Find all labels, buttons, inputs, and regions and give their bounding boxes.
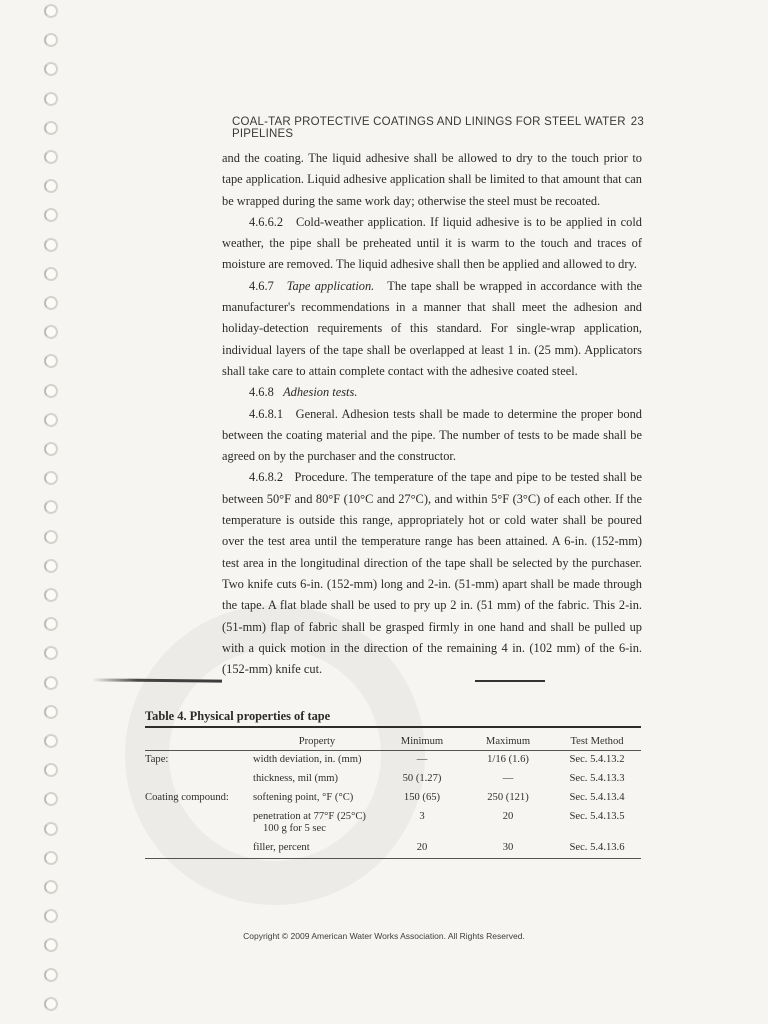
section-number: 4.6.8.1 <box>249 406 284 421</box>
copyright-footer: Copyright © 2009 American Water Works Association. All Rights Reserved. <box>243 931 525 941</box>
row-maximum: 20 <box>502 811 514 822</box>
paragraph-text: General. Adhesion tests shall be made to determine the proper bond between the coating material and the pipe. The number of tests to be made shall be agreed on by the purchaser and the constructor. <box>222 406 643 464</box>
column-header: Property <box>253 727 381 751</box>
binding-hole <box>44 471 58 485</box>
section-heading: Adhesion tests. <box>283 385 358 400</box>
paragraph-4-6-8-2 <box>222 467 642 680</box>
row-group: Tape: <box>145 754 169 765</box>
binding-hole <box>44 588 58 602</box>
binding-hole <box>44 33 58 47</box>
binding-hole <box>44 325 58 339</box>
row-group <box>145 808 253 839</box>
table-row <box>145 789 641 808</box>
binding-hole <box>44 763 58 777</box>
row-test-method: Sec. 5.4.13.2 <box>569 754 625 765</box>
binding-hole <box>44 559 58 573</box>
binding-hole <box>44 384 58 398</box>
horizontal-rule <box>475 680 545 682</box>
binding-hole <box>44 208 58 222</box>
row-minimum: — <box>416 754 428 765</box>
binding-hole <box>44 705 58 719</box>
binding-hole <box>44 179 58 193</box>
spiral-binding <box>38 0 68 1024</box>
binding-hole <box>44 500 58 514</box>
row-group: Coating compound: <box>145 792 229 803</box>
section-number: 4.6.6.2 <box>249 214 284 229</box>
property-label: softening point, °F (°C) <box>253 792 354 803</box>
binding-hole <box>44 880 58 894</box>
row-maximum: — <box>502 773 514 784</box>
column-header: Maximum <box>463 727 553 751</box>
binding-hole <box>44 296 58 310</box>
section-number: 4.6.8 <box>249 385 274 400</box>
paragraph-4-6-7 <box>222 276 642 382</box>
row-property <box>253 789 381 808</box>
row-maximum: 1/16 (1.6) <box>487 754 529 765</box>
binding-hole <box>44 997 58 1011</box>
table-row <box>145 751 641 771</box>
section-number: 4.6.8.2 <box>249 470 284 485</box>
binding-hole <box>44 617 58 631</box>
row-property <box>253 839 381 859</box>
table-title: Table 4. Physical properties of tape <box>145 709 331 723</box>
row-test-method: Sec. 5.4.13.3 <box>569 773 625 784</box>
row-property <box>253 770 381 789</box>
property-label: penetration at 77°F (25°C) <box>253 811 366 822</box>
page-number: 23 <box>630 116 644 128</box>
section-number: 4.6.7 <box>249 278 274 293</box>
table-row <box>145 770 641 789</box>
binding-hole <box>44 238 58 252</box>
table-row <box>145 808 641 839</box>
row-group <box>145 770 253 789</box>
binding-hole <box>44 909 58 923</box>
column-header <box>145 727 253 751</box>
row-test-method: Sec. 5.4.13.6 <box>553 839 641 859</box>
property-label: width deviation, in. (mm) <box>253 754 362 765</box>
binding-hole <box>44 646 58 660</box>
binding-hole <box>44 792 58 806</box>
row-test-method: Sec. 5.4.13.5 <box>569 811 625 822</box>
row-minimum: 3 <box>419 811 425 822</box>
column-header: Minimum <box>381 727 463 751</box>
table-header-row <box>145 727 641 751</box>
row-property <box>253 751 381 771</box>
row-minimum: 50 (1.27) <box>402 773 442 784</box>
paragraph-text: Procedure. The temperature of the tape and pipe to be tested shall be between 50°F and 80°F (10°C and 27°C), and within 5°F (3°C) of each other. If the temperature is outside this range, appropriately hot or cold water shall be poured over the test area until the temperature range has been attained. A 6-in. (152-mm) test area in the longitudinal direction of the tape shall be selected by the purchaser. Two knife cuts 6-in. (152-mm) long and 2-in. (51-mm) apart shall be made through the tape. A flat blade shall be used to pry up 2 in. (51 mm) of the fabric. This 2-in. (51-mm) flap of fabric shall be grasped firmly in one hand and shall be pulled up with a quick motion in the direction of the remaining 4 in. (102 mm) of the 6-in. (152-mm) knife cut. <box>222 470 643 677</box>
binding-hole <box>44 150 58 164</box>
running-head <box>232 116 644 140</box>
row-group <box>145 839 253 859</box>
paragraph-text: Cold-weather application. If liquid adhesive is to be applied in cold weather, the pipe shall be preheated until it is warm to the touch and traces of moisture are removed. The liquid adhesive shall then be applied and allowed to dry. <box>222 214 642 272</box>
binding-hole <box>44 413 58 427</box>
binding-hole <box>44 92 58 106</box>
binding-hole <box>44 734 58 748</box>
properties-table <box>145 726 641 859</box>
binding-hole <box>44 851 58 865</box>
binding-hole <box>44 267 58 281</box>
binding-hole <box>44 4 58 18</box>
binding-hole <box>44 676 58 690</box>
property-label: thickness, mil (mm) <box>253 773 339 784</box>
binding-hole <box>44 822 58 836</box>
binding-hole <box>44 121 58 135</box>
paragraph-4-6-6-2 <box>222 212 642 276</box>
binding-hole <box>44 530 58 544</box>
running-head-title: COAL-TAR PROTECTIVE COATINGS AND LININGS FOR STEEL WATER PIPELINES <box>232 116 626 140</box>
column-header: Test Method <box>553 727 641 751</box>
property-label: filler, percent <box>253 842 310 853</box>
binding-hole <box>44 442 58 456</box>
row-maximum: 250 (121) <box>487 792 529 803</box>
row-minimum: 150 (65) <box>403 792 441 803</box>
row-maximum: 30 <box>463 839 553 859</box>
section-heading: Tape application. <box>286 278 375 293</box>
binding-hole <box>44 62 58 76</box>
paragraph-4-6-8-1 <box>222 404 642 468</box>
row-minimum: 20 <box>381 839 463 859</box>
binding-hole <box>44 968 58 982</box>
row-test-method: Sec. 5.4.13.4 <box>569 792 625 803</box>
table-row <box>145 839 641 859</box>
binding-hole <box>44 354 58 368</box>
paragraph-text: The tape shall be wrapped in accordance with the manufacturer's recommendations in a manner that shall meet the adhesion and holiday-detection requirements of this standard. For single-wrap application, individual layers of the tape shall be overlapped at least 1 in. (25 mm). Applicators shall take care to attain complete contact with the adhesive coated steel. <box>222 278 643 378</box>
property-sublabel: 100 g for 5 sec <box>263 823 326 834</box>
row-property <box>253 808 381 839</box>
paragraph-4-6-8 <box>222 382 642 403</box>
body-text <box>222 148 642 680</box>
paragraph-continuation: and the coating. The liquid adhesive shall be allowed to dry to the touch prior to tape application. Liquid adhesive application shall be limited to that amount that can be wrapped during the same work day; otherwise the steel must be recoated. <box>222 151 642 208</box>
